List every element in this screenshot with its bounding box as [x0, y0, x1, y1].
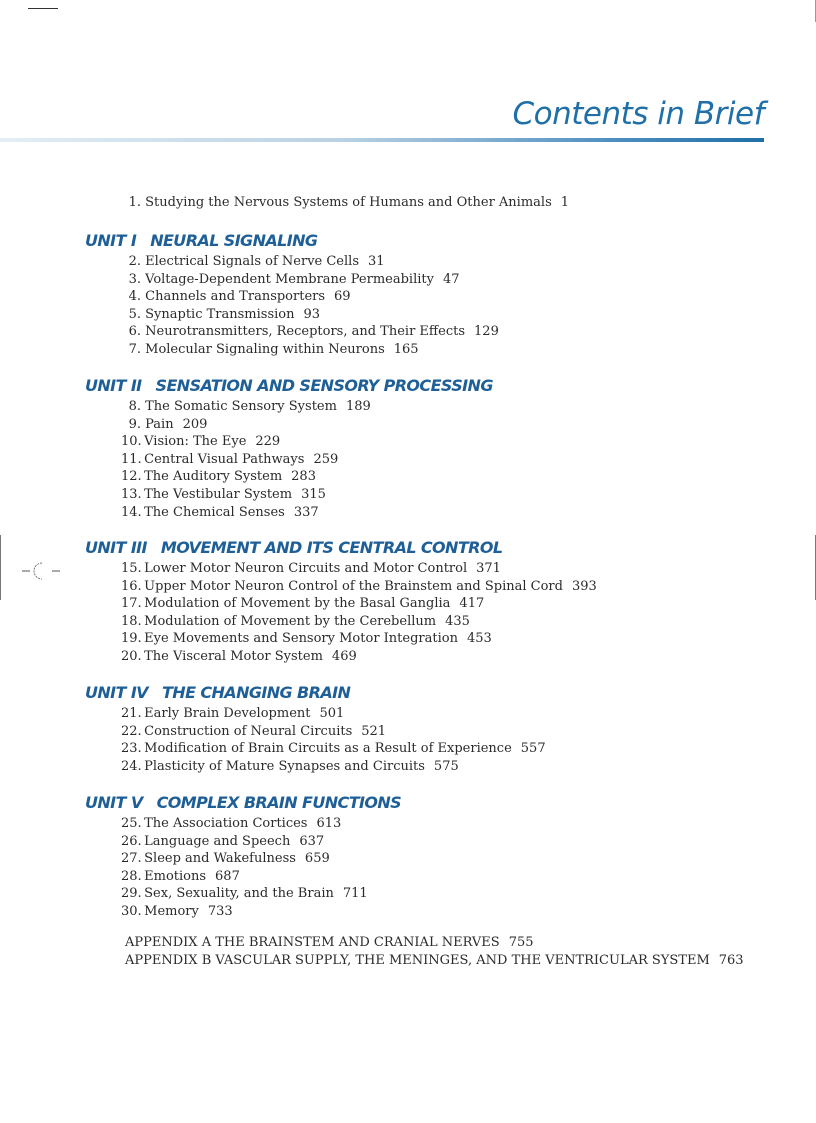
chapter-title: Lower Motor Neuron Circuits and Motor Control: [140, 561, 468, 576]
unit-name: COMPLEX BRAIN FUNCTIONS: [156, 793, 402, 812]
chapter-page: 371: [476, 561, 501, 576]
appendix-label: APPENDIX A: [125, 935, 212, 950]
chapter-page: 469: [331, 649, 357, 664]
toc-entry: [121, 851, 330, 867]
chapter-number: 9.: [128, 417, 141, 432]
chapter-number: 15.: [121, 561, 142, 576]
chapter-page: 711: [342, 886, 368, 901]
chapter-title: Molecular Signaling within Neurons: [141, 342, 385, 357]
toc-entry: [121, 614, 470, 630]
chapter-title: Emotions: [140, 869, 207, 884]
toc-entry: [121, 487, 326, 503]
unit-label: UNIT I: [85, 231, 137, 250]
toc-entry: [122, 342, 419, 358]
chapter-page: 417: [459, 596, 485, 611]
toc-entry: [121, 724, 386, 740]
chapter-number: 19.: [121, 631, 142, 646]
toc-entry: [121, 741, 546, 757]
unit-name: THE CHANGING BRAIN: [161, 683, 351, 702]
chapter-number: 3.: [128, 272, 141, 287]
toc-entry: [121, 706, 344, 722]
toc-entry: [121, 869, 240, 885]
chapter-title: Plasticity of Mature Synapses and Circuits: [140, 759, 425, 774]
chapter-number: 10.: [121, 434, 142, 449]
chapter-title: Pain: [141, 417, 174, 432]
unit-name: NEURAL SIGNALING: [150, 231, 318, 250]
chapter-number: 6.: [128, 324, 141, 339]
chapter-page: 315: [301, 487, 326, 502]
chapter-title: Memory: [140, 904, 199, 919]
chapter-page: 435: [445, 614, 470, 629]
chapter-page: 69: [334, 289, 351, 304]
toc-entry: [122, 399, 371, 415]
chapter-page: 47: [442, 272, 460, 287]
unit-label: UNIT II: [85, 376, 142, 395]
toc-entry: [121, 596, 484, 612]
chapter-page: 521: [361, 724, 387, 739]
chapter-number: 18.: [121, 614, 142, 629]
chapter-title: The Chemical Senses: [140, 505, 285, 520]
unit-heading: [85, 538, 502, 558]
chapter-number: 8.: [128, 399, 141, 414]
unit-label: UNIT V: [85, 793, 143, 812]
chapter-title: Construction of Neural Circuits: [140, 724, 353, 739]
page-title: Contents in Brief: [512, 96, 764, 132]
chapter-number: 22.: [121, 724, 142, 739]
chapter-title: Modulation of Movement by the Cerebellum: [140, 614, 437, 629]
chapter-number: 16.: [121, 579, 142, 594]
chapter-page: 637: [299, 834, 325, 849]
chapter-page: 259: [313, 452, 339, 467]
registration-mark-icon: [20, 560, 64, 580]
chapter-page: 613: [316, 816, 342, 831]
chapter-title: Vision: The Eye: [140, 434, 247, 449]
chapter-number: 29.: [121, 886, 142, 901]
unit-name: MOVEMENT AND ITS CENTRAL CONTROL: [160, 538, 503, 557]
chapter-number: 1.: [128, 195, 141, 210]
toc-entry: [121, 452, 338, 468]
chapter-page: 557: [520, 741, 546, 756]
chapter-title: The Visceral Motor System: [140, 649, 323, 664]
chapter-title: Voltage-Dependent Membrane Permeability: [141, 272, 434, 287]
chapter-title: Neurotransmitters, Receptors, and Their Effects: [141, 324, 466, 339]
chapter-title: The Somatic Sensory System: [141, 399, 337, 414]
chapter-title: The Auditory System: [140, 469, 283, 484]
chapter-number: 14.: [121, 505, 142, 520]
margin-rule-left: [0, 535, 1, 600]
appendix-entry: [125, 953, 744, 969]
chapter-page: 733: [207, 904, 233, 919]
toc-entry: [122, 324, 499, 340]
chapter-title: The Vestibular System: [140, 487, 293, 502]
toc-entry: [121, 561, 501, 577]
chapter-number: 13.: [121, 487, 142, 502]
appendix-entry: [125, 935, 534, 951]
toc-entry: [121, 886, 368, 902]
toc-entry: [121, 579, 597, 595]
chapter-page: 575: [433, 759, 459, 774]
chapter-page: 209: [182, 417, 208, 432]
chapter-title: Upper Motor Neuron Control of the Brainstem and Spinal Cord: [140, 579, 563, 594]
chapter-page: 283: [291, 469, 316, 484]
chapter-title: The Association Cortices: [140, 816, 308, 831]
appendix-page: 755: [508, 935, 534, 950]
toc-entry: [121, 759, 459, 775]
chapter-number: 26.: [121, 834, 142, 849]
toc-entry: [121, 631, 492, 647]
chapter-page: 129: [474, 324, 499, 339]
chapter-title: Language and Speech: [140, 834, 291, 849]
chapter-number: 21.: [121, 706, 142, 721]
unit-heading: [85, 683, 350, 703]
chapter-number: 20.: [121, 649, 142, 664]
chapter-number: 28.: [121, 869, 142, 884]
toc-entry: [121, 434, 280, 450]
chapter-number: 5.: [128, 307, 141, 322]
chapter-page: 393: [571, 579, 597, 594]
chapter-title: Eye Movements and Sensory Motor Integration: [140, 631, 458, 646]
toc-entry: [121, 469, 316, 485]
chapter-page: 31: [368, 254, 385, 269]
chapter-title: Sex, Sexuality, and the Brain: [140, 886, 334, 901]
chapter-page: 165: [393, 342, 419, 357]
toc-entry: [121, 834, 324, 850]
toc-entry: [122, 417, 207, 433]
chapter-title: Early Brain Development: [140, 706, 311, 721]
unit-name: SENSATION AND SENSORY PROCESSING: [155, 376, 493, 395]
appendix-page: 763: [718, 953, 744, 968]
toc-entry: [121, 816, 341, 832]
crop-mark-top: [28, 8, 58, 9]
chapter-number: 30.: [121, 904, 142, 919]
chapter-title: Modification of Brain Circuits as a Result of Experience: [140, 741, 512, 756]
chapter-page: 453: [466, 631, 492, 646]
chapter-page: 189: [345, 399, 371, 414]
unit-heading: [85, 231, 317, 251]
appendix-title: THE BRAINSTEM AND CRANIAL NERVES: [211, 935, 500, 950]
title-rule: [0, 138, 764, 142]
chapter-number: 11.: [121, 452, 142, 467]
chapter-page: 687: [215, 869, 240, 884]
toc-entry: [121, 904, 233, 920]
unit-heading: [85, 376, 493, 396]
toc-entry: [121, 505, 319, 521]
chapter-page: 659: [304, 851, 330, 866]
chapter-page: 337: [293, 505, 319, 520]
chapter-page: 501: [319, 706, 345, 721]
chapter-number: 27.: [121, 851, 142, 866]
chapter-number: 2.: [128, 254, 141, 269]
unit-heading: [85, 793, 401, 813]
appendix-title: VASCULAR SUPPLY, THE MENINGES, AND THE VENTRICULAR SYSTEM: [211, 953, 710, 968]
chapter-number: 25.: [121, 816, 142, 831]
chapter-page: 1: [560, 195, 570, 210]
unit-label: UNIT IV: [85, 683, 148, 702]
chapter-title: Modulation of Movement by the Basal Ganglia: [140, 596, 451, 611]
chapter-page: 93: [303, 307, 321, 322]
chapter-title: Studying the Nervous Systems of Humans and Other Animals: [141, 195, 552, 210]
chapter-number: 17.: [121, 596, 142, 611]
chapter-number: 12.: [121, 469, 142, 484]
toc-entry: [122, 289, 351, 305]
chapter-number: 24.: [121, 759, 142, 774]
toc-entry: [122, 272, 460, 288]
toc-entry: [122, 254, 385, 270]
chapter-title: Central Visual Pathways: [140, 452, 305, 467]
chapter-page: 229: [255, 434, 281, 449]
chapter-title: Channels and Transporters: [141, 289, 326, 304]
appendix-label: APPENDIX B: [125, 953, 212, 968]
chapter-title: Sleep and Wakefulness: [140, 851, 296, 866]
chapter-title: Electrical Signals of Nerve Cells: [141, 254, 359, 269]
chapter-title: Synaptic Transmission: [141, 307, 295, 322]
chapter-number: 4.: [128, 289, 141, 304]
toc-entry: [121, 649, 357, 665]
toc-entry: [122, 307, 320, 323]
toc-entry: [122, 195, 569, 211]
chapter-number: 7.: [128, 342, 141, 357]
chapter-number: 23.: [121, 741, 142, 756]
unit-label: UNIT III: [85, 538, 147, 557]
